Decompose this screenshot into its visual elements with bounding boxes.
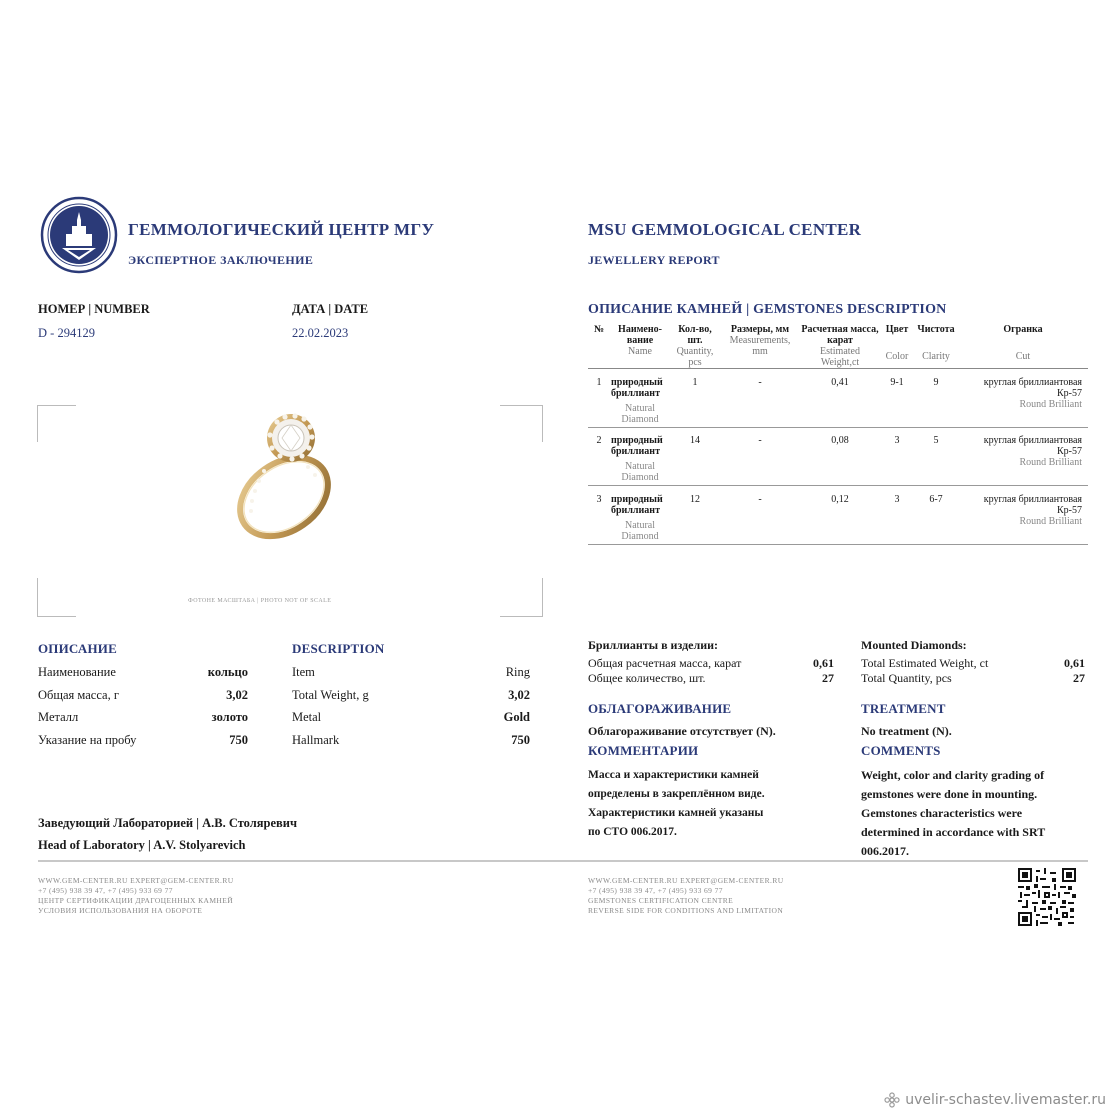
- date-label: ДАТА | DATE: [292, 302, 369, 316]
- table-row: 3 природный бриллиант 12 - 0,12 3 6-7 круглая бриллиантовая Кр-57: [596, 493, 1082, 516]
- number-value: D - 294129: [38, 326, 95, 340]
- table-row: 1 природный бриллиант 1 - 0,41 9-1 9 круглая бриллиантовая Кр-57: [596, 376, 1082, 399]
- qr-code[interactable]: [1018, 868, 1076, 926]
- desc-row-metal-ru: Металл золото: [38, 710, 248, 724]
- treatment-title-en: TREATMENT: [861, 701, 946, 716]
- table-row-en: Natural Diamond Round Brilliant: [588, 399, 1088, 428]
- number-label: НОМЕР | NUMBER: [38, 302, 150, 316]
- comments-text-en: Weight, color and clarity grading of gemstones were done in mounting. Gemstones characteristics were determined in accordance with SRT 006.2017.: [861, 768, 1046, 858]
- gemstones-title: ОПИСАНИЕ КАМНЕЙ | GEMSTONES DESCRIPTION: [588, 302, 947, 317]
- desc-row-item-ru: Наименование кольцо: [38, 665, 248, 679]
- col-cut: Огранка Cut: [1003, 324, 1043, 362]
- gemstones-table: [588, 322, 1088, 545]
- mounted-weight-ru: Общая расчетная масса, карат 0,61: [588, 656, 834, 670]
- flower-icon: [884, 1092, 900, 1108]
- col-no: №: [593, 324, 605, 335]
- treatment-text-ru: Облагораживание отсутствует (N).: [588, 724, 776, 738]
- description-title-ru: ОПИСАНИЕ: [38, 641, 117, 656]
- ring-photo: [222, 405, 342, 543]
- mounted-qty-ru: Общее количество, шт. 27: [588, 671, 834, 685]
- table-row-en: Natural Diamond Round Brilliant: [588, 457, 1088, 486]
- watermark: [884, 1092, 1106, 1108]
- table-row-en: Natural Diamond Round Brilliant: [588, 516, 1088, 545]
- mounted-title-en: Mounted Diamonds:: [861, 638, 967, 652]
- footer-left: WWW.GEM-CENTER.RU EXPERT@GEM-CENTER.RU +7 (495) 938 39 47, +7 (495) 933 69 77 ЦЕНТР СЕРТИФИКАЦИИ ДРАГОЦЕННЫХ КАМНЕЙ УСЛОВИЯ ИСПОЛЬЗОВАНИЯ НА ОБОРОТЕ: [38, 876, 234, 915]
- desc-row-hallmark-ru: Указание на пробу 750: [38, 733, 248, 747]
- gemstones-header-row: [588, 322, 1088, 369]
- mounted-weight-en: Total Estimated Weight, ct 0,61: [861, 656, 1085, 670]
- col-color: Цвет Color: [885, 324, 909, 362]
- footer-divider: [38, 860, 1088, 862]
- col-name: Наимено-вание Name: [618, 324, 662, 357]
- msu-logo-seal: [40, 196, 118, 274]
- comments-title-en: COMMENTS: [861, 743, 941, 758]
- comments-title-ru: КОММЕНТАРИИ: [588, 743, 699, 758]
- treatment-text-en: No treatment (N).: [861, 724, 952, 738]
- col-weight: Расчетная масса, карат Estimated Weight,ct: [801, 324, 879, 368]
- report-type-en: JEWELLERY REPORT: [588, 253, 720, 267]
- desc-row-weight-ru: Общая масса, г 3,02: [38, 688, 248, 702]
- col-quantity: Кол-во, шт. Quantity, pcs: [676, 324, 714, 368]
- mounted-title-ru: Бриллианты в изделии:: [588, 638, 719, 652]
- head-of-lab-en: Head of Laboratory | A.V. Stolyarevich: [38, 838, 246, 852]
- desc-row-hallmark-en: Hallmark 750: [292, 733, 530, 747]
- description-title-en: DESCRIPTION: [292, 641, 385, 656]
- comments-text-ru: Масса и характеристики камней определены в закреплённом виде. Характеристики камней указаны по СТО 006.2017.: [588, 769, 765, 838]
- treatment-title-ru: ОБЛАГОРАЖИВАНИЕ: [588, 701, 732, 716]
- org-title-en: MSU GEMMOLOGICAL CENTER: [588, 220, 862, 239]
- desc-row-weight-en: Total Weight, g 3,02: [292, 688, 530, 702]
- report-type-ru: ЭКСПЕРТНОЕ ЗАКЛЮЧЕНИЕ: [128, 253, 314, 267]
- col-clarity: Чистота Clarity: [917, 324, 955, 362]
- photo-caption: ФОТОНЕ МАСШТАБА | PHOTO NOT OF SCALE: [188, 598, 332, 604]
- org-title-ru: ГЕММОЛОГИЧЕСКИЙ ЦЕНТР МГУ: [128, 220, 435, 239]
- date-value: 22.02.2023: [292, 326, 349, 340]
- table-row: 2 природный бриллиант 14 - 0,08 3 5 круглая бриллиантовая Кр-57: [596, 435, 1082, 457]
- footer-right: WWW.GEM-CENTER.RU EXPERT@GEM-CENTER.RU +7 (495) 938 39 47, +7 (495) 933 69 77 GEMSTONES CERTIFICATION CENTRE REVERSE SIDE FOR CONDITIONS AND LIMITATION: [588, 876, 784, 915]
- watermark-text: uvelir-schastev.livemaster.ru: [905, 1092, 1106, 1108]
- col-measurements: Размеры, мм Measurements, mm: [729, 324, 791, 357]
- desc-row-metal-en: Metal Gold: [292, 710, 530, 724]
- mounted-qty-en: Total Quantity, pcs 27: [861, 671, 1085, 685]
- desc-row-item-en: Item Ring: [292, 665, 530, 679]
- head-of-lab-ru: Заведующий Лабораторией | А.В. Столяревич: [38, 816, 298, 830]
